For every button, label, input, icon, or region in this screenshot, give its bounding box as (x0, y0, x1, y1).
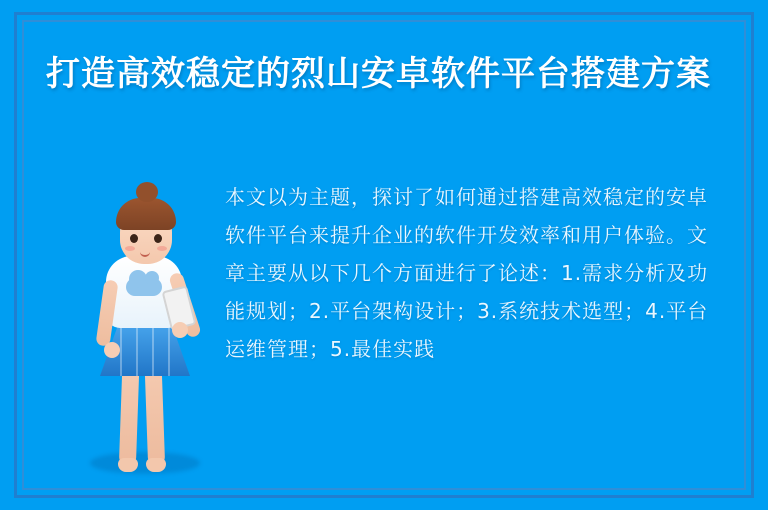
character-right-eye (154, 234, 162, 243)
character-shadow (90, 452, 200, 474)
character-left-hand (104, 342, 120, 358)
character-left-blush (125, 246, 135, 251)
character-left-foot (118, 458, 138, 472)
poster-body-text: 本文以为主题，探讨了如何通过搭建高效稳定的安卓软件平台来提升企业的软件开发效率和用户体验。文章主要从以下几个方面进行了论述：1.需求分析及功能规划；2.平台架构设计；3.系统技术选型；4.平台运维管理；5.最佳实践 (225, 185, 709, 361)
skirt-pleat (152, 320, 154, 376)
character-right-foot (146, 458, 166, 472)
character-hair-bun (136, 182, 158, 202)
skirt-pleat (120, 320, 122, 376)
skirt-pleat (136, 320, 138, 376)
cloud-print-icon (126, 278, 162, 296)
character-left-eye (130, 234, 138, 243)
character-right-blush (157, 246, 167, 251)
anime-girl-illustration (70, 160, 220, 490)
character-right-hand (172, 322, 188, 338)
character-hair-front (116, 198, 176, 230)
poster-title: 打造高效稳定的烈山安卓软件平台搭建方案 (46, 54, 711, 94)
